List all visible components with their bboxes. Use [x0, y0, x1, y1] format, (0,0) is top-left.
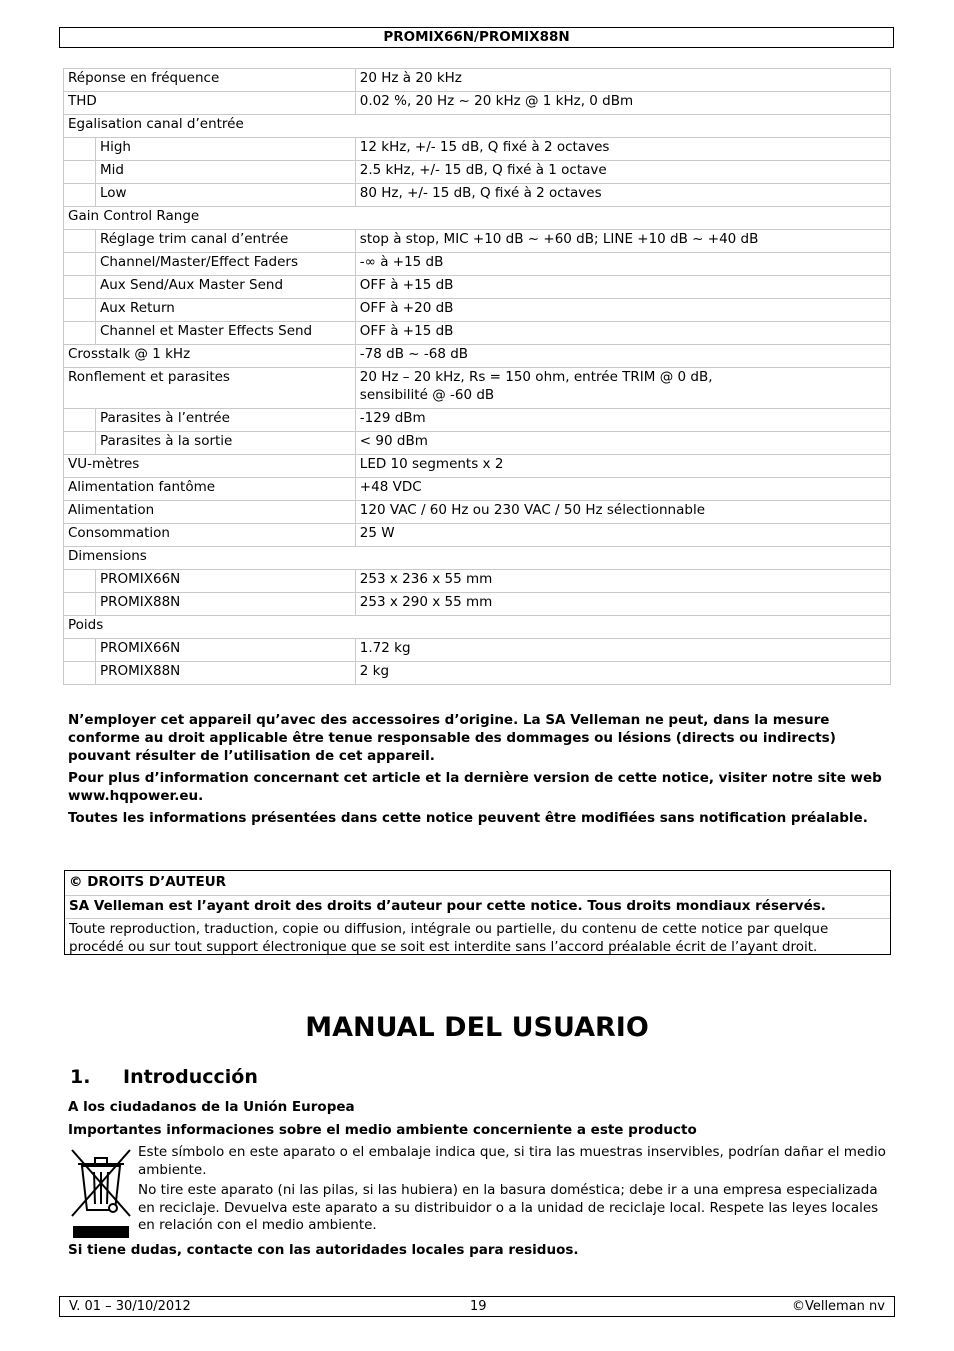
spec-label: Poids: [64, 616, 891, 639]
spec-label: PROMIX66N: [95, 639, 355, 662]
spec-value-line: 2.5 kHz, +/- 15 dB, Q fixé à 1 octave: [359, 162, 607, 178]
table-row: [64, 230, 891, 253]
spec-value-line: 25 W: [359, 525, 395, 541]
table-row: [64, 69, 891, 92]
table-row: [64, 276, 891, 299]
spec-value: [355, 299, 890, 322]
spec-value: [355, 368, 890, 409]
table-row: [64, 115, 891, 138]
table-row: [64, 501, 891, 524]
spec-value: [355, 138, 890, 161]
section-number: 1.: [70, 1066, 91, 1088]
spec-label: PROMIX88N: [95, 593, 355, 616]
spec-value-line: -129 dBm: [359, 410, 426, 426]
spec-label: Ronflement et parasites: [64, 368, 356, 409]
indent-cell: [64, 161, 96, 184]
table-row: [64, 478, 891, 501]
spec-value-line: 80 Hz, +/- 15 dB, Q fixé à 2 octaves: [359, 185, 602, 201]
indent-cell: [64, 184, 96, 207]
table-row: [64, 92, 891, 115]
table-row: [64, 432, 891, 455]
spec-label: Alimentation: [64, 501, 356, 524]
table-row: [64, 253, 891, 276]
weee-bin-icon: [68, 1146, 134, 1242]
spec-label: Aux Send/Aux Master Send: [95, 276, 355, 299]
spec-value-line: -78 dB ~ -68 dB: [359, 346, 469, 362]
table-row: [64, 161, 891, 184]
spec-label: Consommation: [64, 524, 356, 547]
spec-value: [355, 161, 890, 184]
manual-title: MANUAL DEL USUARIO: [305, 1012, 649, 1043]
spec-value-line: 12 kHz, +/- 15 dB, Q fixé à 2 octaves: [359, 139, 610, 155]
table-row: [64, 455, 891, 478]
specifications-table: [63, 68, 891, 685]
spec-label: Crosstalk @ 1 kHz: [64, 345, 356, 368]
spec-value: [355, 276, 890, 299]
copyright-text: Toute reproduction, traduction, copie ou diffusion, intégrale ou partielle, du contenu de cette notice par quelque procédé ou sur tout support électronique que se soit est interdite sans l’accord préalable écrit de l’ayant droit.: [69, 921, 829, 955]
spec-value: [355, 322, 890, 345]
spec-value-line: 253 x 236 x 55 mm: [359, 571, 493, 587]
spec-value-line: 20 Hz à 20 kHz: [359, 70, 462, 86]
indent-cell: [64, 639, 96, 662]
env-paragraph: Este símbolo en este aparato o el embalaje indica que, si tira las muestras inservibles, podrían dañar el medio ambiente.: [138, 1144, 886, 1178]
indent-cell: [64, 322, 96, 345]
eu-heading: A los ciudadanos de la Unión Europea: [68, 1099, 355, 1115]
spec-label: Mid: [95, 161, 355, 184]
spec-label: Gain Control Range: [64, 207, 891, 230]
spec-value: [355, 455, 890, 478]
table-row: [64, 570, 891, 593]
table-row: [64, 322, 891, 345]
spec-label: Low: [95, 184, 355, 207]
notes-section: [68, 711, 888, 831]
table-row: [64, 662, 891, 685]
spec-label: Parasites à l’entrée: [95, 409, 355, 432]
spec-value-line: 120 VAC / 60 Hz ou 230 VAC / 50 Hz sélectionnable: [359, 502, 706, 518]
divider: [65, 895, 890, 896]
table-row: [64, 184, 891, 207]
table-row: [64, 639, 891, 662]
note-accessories: N’employer cet appareil qu’avec des accessoires d’origine. La SA Velleman ne peut, dans la mesure conforme au droit applicable être tenue responsable des dommages ou lésions (directs ou indirects) pouvant résulter de l’utilisation de cet appareil.: [68, 712, 836, 764]
indent-cell: [64, 138, 96, 161]
section-heading: [70, 1066, 258, 1088]
spec-value: [355, 501, 890, 524]
indent-cell: [64, 593, 96, 616]
spec-label: PROMIX66N: [95, 570, 355, 593]
spec-value-line: LED 10 segments x 2: [359, 456, 504, 472]
spec-value-line: stop à stop, MIC +10 dB ~ +60 dB; LINE +10 dB ~ +40 dB: [359, 231, 759, 247]
divider: [65, 918, 890, 919]
env-heading: Importantes informaciones sobre el medio ambiente concerniente a este producto: [68, 1122, 697, 1138]
spec-value-line: -∞ à +15 dB: [359, 254, 444, 270]
spec-label: Channel et Master Effects Send: [95, 322, 355, 345]
document-header: PROMIX66N/PROMIX88N: [59, 27, 894, 48]
spec-value: [355, 478, 890, 501]
spec-label: Dimensions: [64, 547, 891, 570]
spec-value-line: OFF à +15 dB: [359, 323, 454, 339]
spec-value: [355, 184, 890, 207]
spec-value-line: 1.72 kg: [359, 640, 411, 656]
table-row: [64, 207, 891, 230]
indent-cell: [64, 662, 96, 685]
table-row: [64, 138, 891, 161]
copyright-owner: SA Velleman est l’ayant droit des droits d’auteur pour cette notice. Tous droits mondiaux réservés.: [69, 897, 826, 914]
table-row: [64, 409, 891, 432]
spec-value-line: 0.02 %, 20 Hz ~ 20 kHz @ 1 kHz, 0 dBm: [359, 93, 634, 109]
spec-value: [355, 524, 890, 547]
environment-text: [138, 1144, 888, 1235]
spec-value: [355, 593, 890, 616]
spec-value-line: < 90 dBm: [359, 433, 428, 449]
table-row: [64, 299, 891, 322]
indent-cell: [64, 432, 96, 455]
spec-value-line: +48 VDC: [359, 479, 422, 495]
spec-value: [355, 662, 890, 685]
indent-cell: [64, 570, 96, 593]
spec-label: Alimentation fantôme: [64, 478, 356, 501]
table-row: [64, 345, 891, 368]
document-footer: [59, 1296, 895, 1317]
spec-value: [355, 409, 890, 432]
env-paragraph: No tire este aparato (ni las pilas, si las hubiera) en la basura doméstica; debe ir a una empresa especializada en reciclaje. Devuelva este aparato a su distribuidor o a la unidad de reciclaje local. Respete las leyes locales en relación con el medio ambiente.: [138, 1182, 879, 1233]
spec-label: Réponse en fréquence: [64, 69, 356, 92]
spec-value: [355, 253, 890, 276]
footer-company: ©Velleman nv: [791, 1299, 885, 1314]
footer-version: V. 01 – 30/10/2012: [69, 1299, 191, 1314]
spec-value-line: OFF à +15 dB: [359, 277, 454, 293]
indent-cell: [64, 409, 96, 432]
spec-value: [355, 639, 890, 662]
spec-value-line: sensibilité @ -60 dB: [359, 387, 495, 403]
spec-value-line: OFF à +20 dB: [359, 300, 454, 316]
table-row: [64, 616, 891, 639]
note-modifications: Toutes les informations présentées dans cette notice peuvent être modifiées sans notification préalable.: [68, 810, 868, 826]
spec-label: THD: [64, 92, 356, 115]
copyright-title: © DROITS D’AUTEUR: [69, 874, 227, 890]
spec-value-line: 253 x 290 x 55 mm: [359, 594, 493, 610]
footer-page-number: 19: [470, 1299, 487, 1314]
spec-value: [355, 230, 890, 253]
spec-label: High: [95, 138, 355, 161]
spec-label: Channel/Master/Effect Faders: [95, 253, 355, 276]
section-title: Introducción: [123, 1066, 258, 1088]
spec-label: VU-mètres: [64, 455, 356, 478]
spec-value-line: 2 kg: [359, 663, 390, 679]
spec-value: [355, 432, 890, 455]
note-website: Pour plus d’information concernant cet article et la dernière version de cette notice, visiter notre site web www.hqpower.eu.: [68, 770, 882, 804]
indent-cell: [64, 276, 96, 299]
indent-cell: [64, 299, 96, 322]
indent-cell: [64, 230, 96, 253]
spec-label: PROMIX88N: [95, 662, 355, 685]
contact-line: Si tiene dudas, contacte con las autoridades locales para residuos.: [68, 1242, 579, 1258]
spec-value: [355, 345, 890, 368]
indent-cell: [64, 253, 96, 276]
spec-label: Egalisation canal d’entrée: [64, 115, 891, 138]
table-row: [64, 524, 891, 547]
table-row: [64, 547, 891, 570]
table-row: [64, 593, 891, 616]
spec-value: [355, 570, 890, 593]
spec-label: Aux Return: [95, 299, 355, 322]
spec-value-line: 20 Hz – 20 kHz, Rs = 150 ohm, entrée TRIM @ 0 dB,: [359, 369, 713, 385]
spec-label: Parasites à la sortie: [95, 432, 355, 455]
table-row: [64, 368, 891, 409]
spec-label: Réglage trim canal d’entrée: [95, 230, 355, 253]
spec-value: [355, 69, 890, 92]
spec-value: [355, 92, 890, 115]
copyright-box: [64, 870, 891, 955]
